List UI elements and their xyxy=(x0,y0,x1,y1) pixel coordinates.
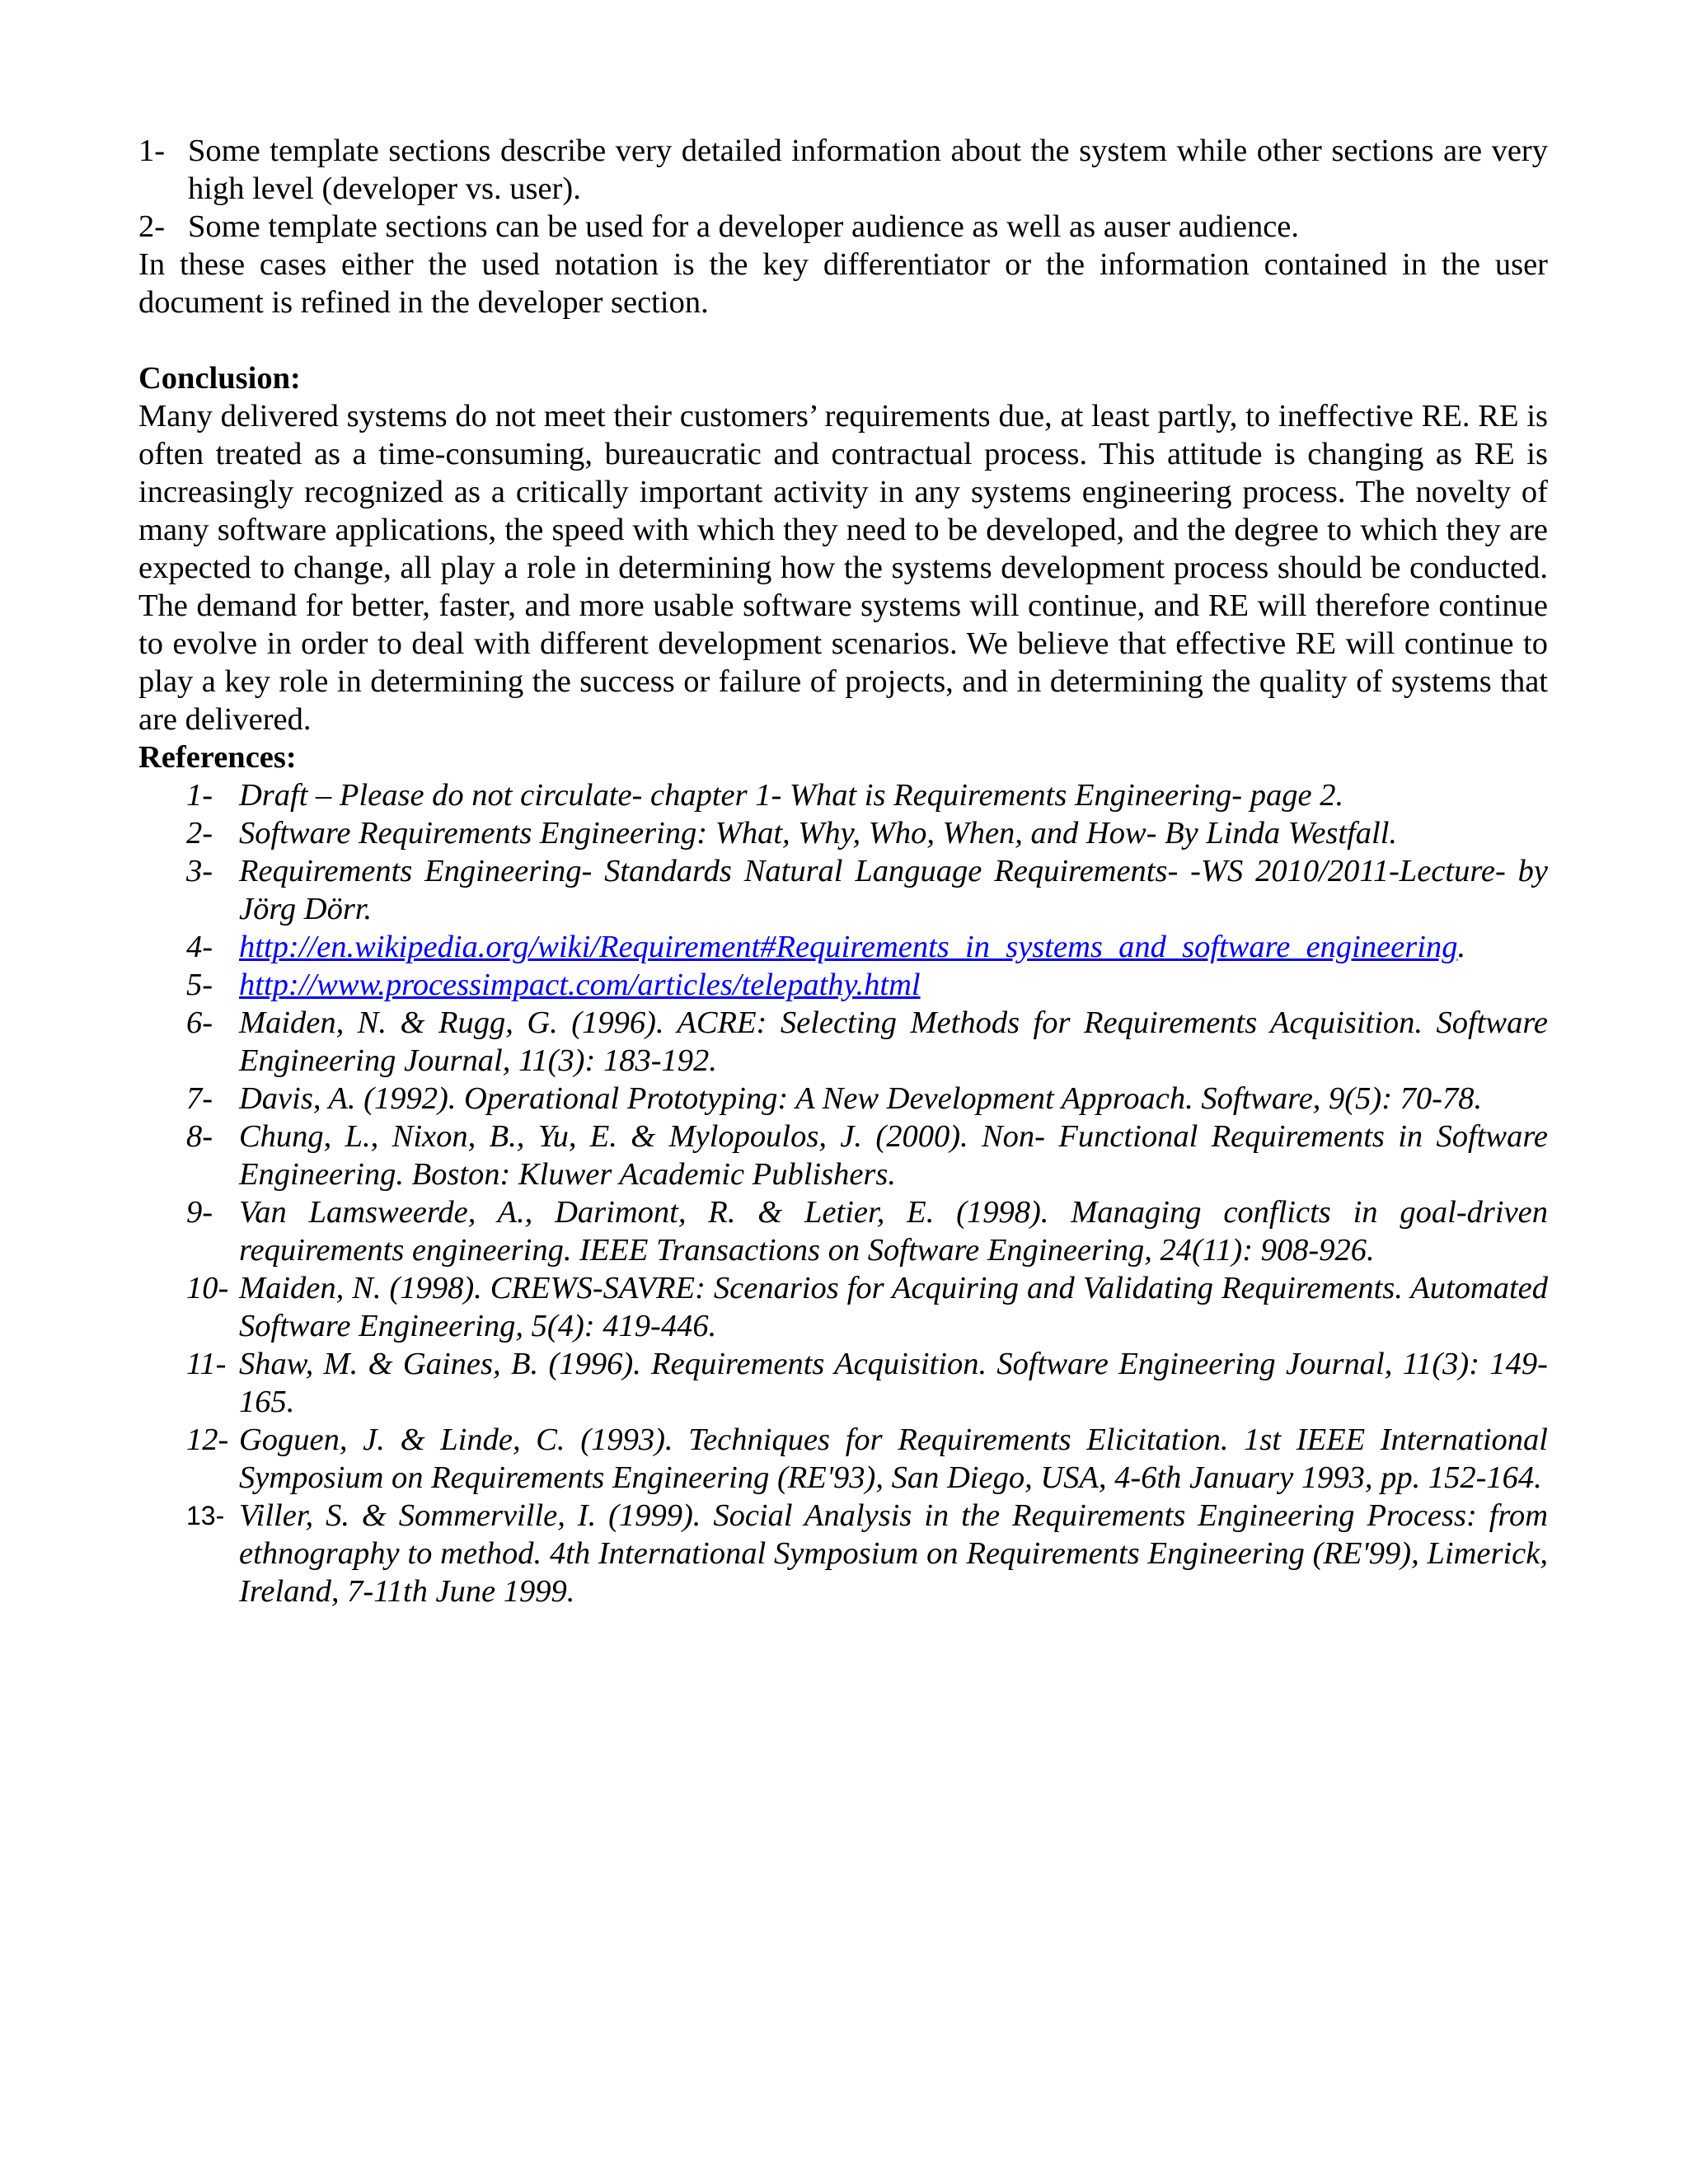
reference-text: Requirements Engineering- Standards Natural Language Requirements- -WS 2010/2011-Lecture- by Jörg Dörr. xyxy=(239,854,1548,926)
reference-text: Davis, A. (1992). Operational Prototyping: A New Development Approach. Software, 9(5): 70-78. xyxy=(239,1081,1483,1116)
reference-text: Goguen, J. & Linde, C. (1993). Techniques for Requirements Elicitation. 1st IEEE International Symposium on Requirements Engineering (RE'93), San Diego, USA, 4-6th January 1993, pp. 152-164. xyxy=(239,1422,1548,1495)
reference-text: Software Requirements Engineering: What, Why, Who, When, and How- By Linda Westfall. xyxy=(239,816,1398,851)
reference-text: Viller, S. & Sommerville, I. (1999). Social Analysis in the Requirements Engineering Process: from ethnography to method. 4th International Symposium on Requirements Engineering (RE'99), Limerick, Ireland, 7-11th June 1999. xyxy=(239,1498,1548,1609)
document-page xyxy=(138,132,1548,1610)
reference-number: 3- xyxy=(186,854,213,888)
intro-list xyxy=(138,132,1548,246)
reference-item xyxy=(138,1345,1548,1421)
reference-number: 9- xyxy=(186,1195,213,1230)
reference-item xyxy=(138,1497,1548,1610)
reference-number: 1- xyxy=(186,778,213,813)
reference-item xyxy=(138,1118,1548,1193)
reference-number: 8- xyxy=(186,1119,213,1154)
reference-item xyxy=(138,776,1548,814)
reference-text: Draft – Please do not circulate- chapter 1- What is Requirements Engineering- page 2. xyxy=(239,778,1344,813)
reference-item xyxy=(138,1193,1548,1269)
list-item-number: 1- xyxy=(138,134,166,168)
reference-number: 6- xyxy=(186,1005,213,1040)
list-item-number: 2- xyxy=(138,209,166,244)
reference-item xyxy=(138,1269,1548,1345)
reference-number: 5- xyxy=(186,968,213,1002)
reference-item xyxy=(138,966,1548,1004)
reference-text: Maiden, N. (1998). CREWS-SAVRE: Scenarios for Acquiring and Validating Requirements. Automated Software Engineering, 5(4): 419-446. xyxy=(239,1271,1548,1343)
reference-item xyxy=(138,1421,1548,1497)
conclusion-paragraph: Many delivered systems do not meet their customers’ requirements due, at least partly, to ineffective RE. RE is often treated as a time-consuming, bureaucratic and contractual process. This attitude is changing as RE is increasingly recognized as a critically important activity in any systems engineering process. The novelty of many software applications, the speed with which they need to be developed, and the degree to which they are expected to change, all play a role in determining how the systems development process should be conducted. The demand for better, faster, and more usable software systems will continue, and RE will therefore continue to evolve in order to deal with different development scenarios. We believe that effective RE will continue to play a key role in determining the success or failure of projects, and in determining the quality of systems that are delivered. xyxy=(138,399,1548,737)
references-heading: References: xyxy=(138,740,297,775)
reference-text: Chung, L., Nixon, B., Yu, E. & Mylopoulos, J. (2000). Non- Functional Requirements in Software Engineering. Boston: Kluwer Academic Publishers. xyxy=(239,1119,1548,1192)
reference-item xyxy=(138,1080,1548,1118)
list-item-text: Some template sections can be used for a developer audience as well as auser audience. xyxy=(188,209,1300,244)
reference-text: Van Lamsweerde, A., Darimont, R. & Letier, E. (1998). Managing conflicts in goal-driven requirements engineering. IEEE Transactions on Software Engineering, 24(11): 908-926. xyxy=(239,1195,1548,1268)
reference-text: Maiden, N. & Rugg, G. (1996). ACRE: Selecting Methods for Requirements Acquisition. Software Engineering Journal, 11(3): 183-192. xyxy=(239,1005,1548,1078)
reference-text: Shaw, M. & Gaines, B. (1996). Requirements Acquisition. Software Engineering Journal, 11(3): 149-165. xyxy=(239,1347,1548,1419)
reference-item xyxy=(138,928,1548,966)
processimpact-link[interactable]: http://www.processimpact.com/articles/telepathy.html xyxy=(239,968,921,1002)
reference-number: 4- xyxy=(186,930,213,964)
reference-item xyxy=(138,1004,1548,1080)
reference-number: 10- xyxy=(186,1271,229,1305)
reference-suffix: . xyxy=(1457,930,1466,964)
list-item-text: Some template sections describe very detailed information about the system while other sections are very high level (developer vs. user). xyxy=(188,134,1548,206)
reference-number: 13- xyxy=(186,1501,225,1530)
wikipedia-link[interactable]: http://en.wikipedia.org/wiki/Requirement#Requirements_in_systems_and_software_engineering xyxy=(239,930,1458,964)
reference-item xyxy=(138,814,1548,852)
reference-number: 7- xyxy=(186,1081,213,1116)
reference-item xyxy=(138,852,1548,928)
reference-number: 12- xyxy=(186,1422,229,1457)
intro-paragraph: In these cases either the used notation is the key differentiator or the information contained in the user document is refined in the developer section. xyxy=(138,247,1548,320)
conclusion-heading: Conclusion: xyxy=(138,361,301,396)
list-item xyxy=(138,208,1548,246)
spacer xyxy=(138,321,1548,359)
reference-number: 2- xyxy=(186,816,213,851)
references-list xyxy=(138,776,1548,1610)
list-item xyxy=(138,132,1548,208)
reference-number: 11- xyxy=(186,1347,227,1381)
